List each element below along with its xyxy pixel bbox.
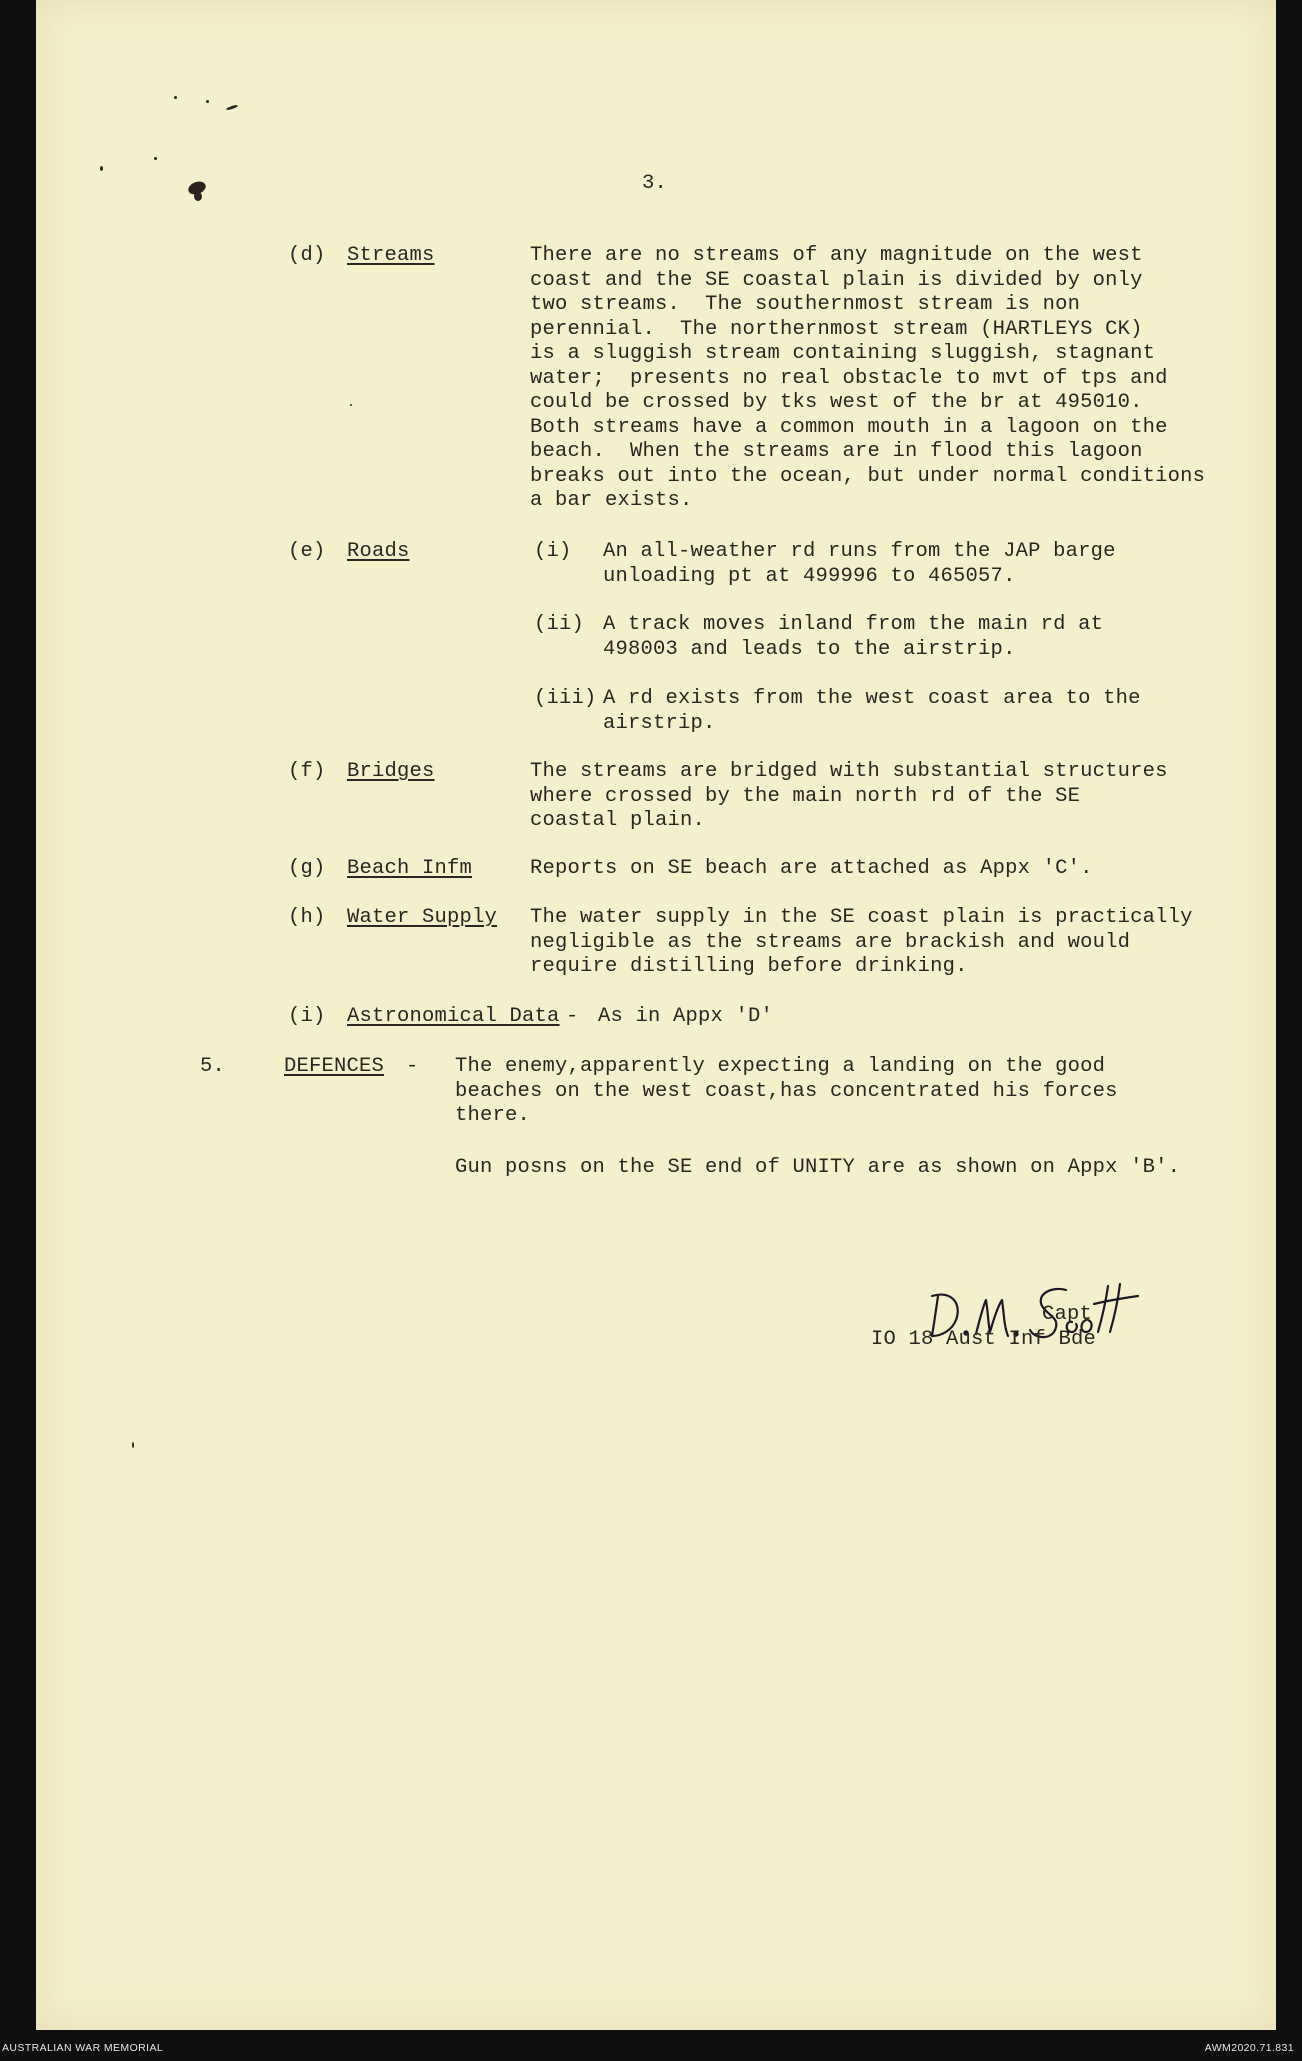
streams-line: Both streams have a common mouth in a lagoon on the — [530, 415, 1168, 439]
document-page — [36, 0, 1276, 2030]
roads-item-line: A track moves inland from the main rd at — [603, 613, 1104, 636]
section-e-marker: (e) — [288, 540, 326, 563]
footer-institution: AUSTRALIAN WAR MEMORIAL — [2, 2042, 164, 2054]
roads-item-line: A rd exists from the west coast area to the — [603, 687, 1141, 710]
section-i-dash: - — [566, 1005, 579, 1028]
bridges-line: where crossed by the main north rd of the SE — [530, 784, 1081, 808]
bridges-line: coastal plain. — [530, 809, 706, 832]
defences-line: there. — [455, 1104, 531, 1127]
defences-number: 5. — [200, 1055, 226, 1078]
page-number: 3. — [642, 172, 668, 195]
signature-rank: Capt — [1042, 1303, 1093, 1326]
streams-line: beach. When the streams are in flood this lagoon — [530, 440, 1143, 463]
section-h-title: Water Supply — [347, 906, 498, 929]
streams-line: a bar exists. — [530, 489, 693, 512]
streams-line: two streams. The southernmost stream is non — [530, 293, 1081, 316]
streams-line: There are no streams of any magnitude on the west — [530, 244, 1143, 267]
defences-title: DEFENCES — [284, 1055, 385, 1078]
gun-positions-line: Gun posns on the SE end of UNITY are as shown on Appx 'B'. — [455, 1156, 1181, 1179]
streams-line: could be crossed by tks west of the br at 495010. — [530, 391, 1143, 414]
roads-item-number: (ii) — [534, 613, 585, 636]
section-f-title: Bridges — [347, 760, 435, 783]
section-f-marker: (f) — [288, 760, 326, 783]
roads-item-line: An all-weather rd runs from the JAP barge — [603, 540, 1116, 563]
roads-item-number: (iii) — [534, 687, 597, 710]
streams-line: perennial. The northernmost stream (HARTLEYS CK) — [530, 317, 1143, 341]
roads-item-number: (i) — [534, 540, 572, 563]
water-supply-line: negligible as the streams are brackish and would — [530, 930, 1131, 954]
footer-accession-number: AWM2020.71.831 — [1204, 2042, 1294, 2054]
paper-mark — [174, 96, 177, 99]
section-d-marker: (d) — [288, 244, 326, 267]
roads-item-line: airstrip. — [603, 711, 716, 735]
paper-mark — [100, 166, 103, 171]
paper-mark — [194, 192, 202, 201]
section-i-title: Astronomical Data — [347, 1005, 560, 1028]
roads-item-line: 498003 and leads to the airstrip. — [603, 637, 1016, 661]
section-i-marker: (i) — [288, 1005, 326, 1028]
roads-item-line: unloading pt at 499996 to 465057. — [603, 564, 1016, 588]
paper-mark — [350, 404, 352, 406]
streams-line: breaks out into the ocean, but under normal conditions — [530, 464, 1206, 488]
water-supply-line: The water supply in the SE coast plain is practically — [530, 906, 1193, 929]
water-supply-line: require distilling before drinking. — [530, 955, 968, 978]
streams-line: coast and the SE coastal plain is divided by only — [530, 268, 1143, 292]
streams-line: water; presents no real obstacle to mvt of tps and — [530, 366, 1168, 390]
defences-line: The enemy,apparently expecting a landing on the good — [455, 1055, 1106, 1078]
bridges-line: The streams are bridged with substantial structures — [530, 760, 1168, 783]
defences-dash: - — [406, 1055, 419, 1078]
paper-mark — [226, 104, 238, 111]
defences-line: beaches on the west coast,has concentrated his forces — [455, 1079, 1118, 1103]
paper-mark — [132, 1442, 134, 1448]
signature-unit: IO 18 Aust Inf Bde — [871, 1328, 1097, 1351]
section-e-title: Roads — [347, 540, 410, 563]
section-d-title: Streams — [347, 244, 435, 267]
paper-mark — [154, 157, 157, 160]
beach-infm-line: Reports on SE beach are attached as Appx 'C'. — [530, 857, 1093, 880]
section-g-title: Beach Infm — [347, 857, 473, 880]
streams-line: is a sluggish stream containing sluggish, stagnant — [530, 342, 1156, 365]
section-h-marker: (h) — [288, 906, 326, 929]
paper-mark — [206, 100, 209, 103]
astronomical-data-text: As in Appx 'D' — [598, 1005, 774, 1028]
section-g-marker: (g) — [288, 857, 326, 880]
